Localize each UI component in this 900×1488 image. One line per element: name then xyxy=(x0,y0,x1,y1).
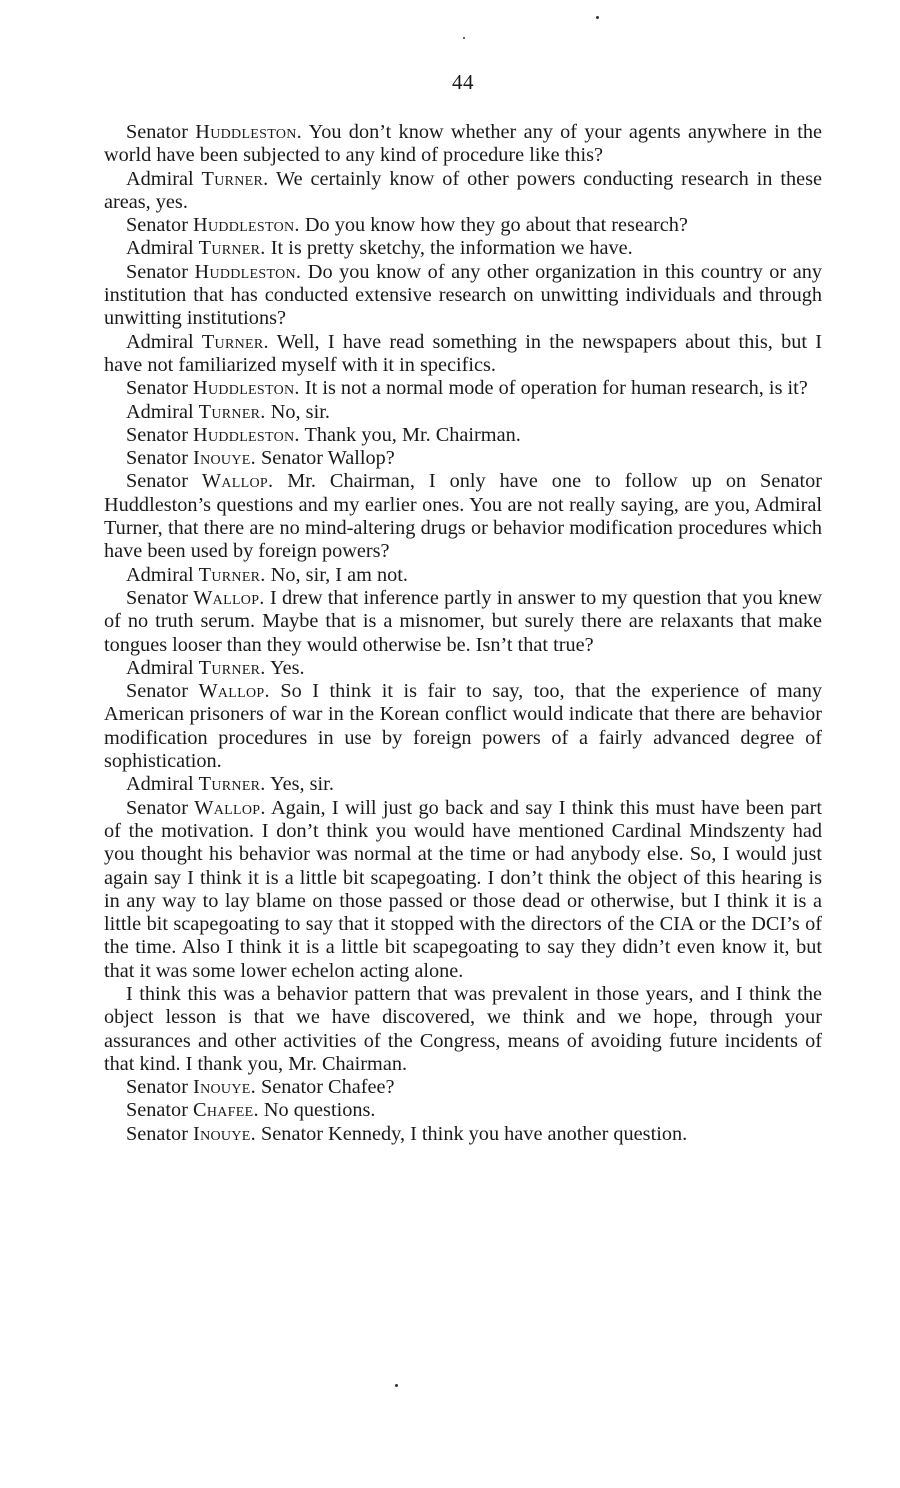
paragraph xyxy=(104,121,822,168)
speaker-title: Admiral xyxy=(126,400,194,423)
speaker-title: Admiral xyxy=(126,773,194,796)
paragraph xyxy=(104,564,822,587)
paragraph xyxy=(104,331,822,378)
ink-speck-top-2 xyxy=(463,37,465,39)
speaker-name: Wallop. xyxy=(198,680,270,703)
paragraph-text: You don’t know whether any of your agents anywhere in the world have been subjected to any kind of procedure like this? xyxy=(104,121,822,167)
speaker-name: Huddleston. xyxy=(194,260,302,283)
paragraph-text: Do you know of any other organization in this country or any institution that has conducted extensive research on unwitting individuals and through unwitting institutions? xyxy=(104,260,822,330)
paragraph xyxy=(104,401,822,424)
paragraph-text: Again, I will just go back and say I think this must have been part of the motivation. I don’t think you would have mentioned Cardinal Mindszenty had you thought his behavior was normal at the time or had anybody else. So, I would just again say I think it is a little bit scapegoating. I don’t think the object of this hearing is in any way to lay blame on those passed or those dead or otherwise, but I think it is a little bit scapegoating to say that it stopped with the directors of the CIA or the DCI’s of the time. Also I think it is a little bit scapegoating to say they didn’t even know it, but that it was some lower echelon acting alone. xyxy=(104,796,822,982)
paragraph xyxy=(104,168,822,215)
speaker-name: Wallop. xyxy=(201,470,274,493)
paragraph-text: We certainly know of other powers conducting research in these areas, yes. xyxy=(104,167,822,213)
paragraph-text: So I think it is fair to say, too, that the experience of many American prisoners of war in the Korean conflict would indicate that there are behavior modification procedures in use by foreign powers of a fairly advanced degree of sophistication. xyxy=(104,680,822,773)
speaker-title: Senator xyxy=(126,1099,188,1122)
speaker-title: Admiral xyxy=(126,167,194,190)
hearing-transcript xyxy=(104,121,822,1146)
speaker-title: Admiral xyxy=(126,656,194,679)
document-page xyxy=(104,70,822,1146)
speaker-name: Inouye. xyxy=(193,1076,256,1099)
speaker-title: Admiral xyxy=(126,563,194,586)
paragraph-text: No, sir. xyxy=(265,400,330,423)
paragraph xyxy=(104,447,822,470)
paragraph xyxy=(104,680,822,773)
paragraph-text: Senator Kennedy, I think you have another question. xyxy=(255,1122,688,1145)
page-number: 44 xyxy=(452,70,474,94)
paragraph xyxy=(104,261,822,331)
speaker-title: Senator xyxy=(126,377,188,400)
paragraph xyxy=(104,657,822,680)
speaker-name: Huddleston. xyxy=(193,377,300,400)
paragraph xyxy=(104,1123,822,1146)
paragraph-text: I think this was a behavior pattern that was prevalent in those years, and I think the object lesson is that we have discovered, we think and we hope, through your assurances and other activities of the Congress, means of avoiding future incidents of that kind. I thank you, Mr. Chairman. xyxy=(104,982,822,1075)
speaker-name: Inouye. xyxy=(193,1122,256,1145)
paragraph-text: Yes, sir. xyxy=(265,773,334,796)
speaker-name: Wallop. xyxy=(193,586,265,609)
speaker-name: Chafee. xyxy=(193,1099,259,1122)
speaker-title: Senator xyxy=(126,586,188,609)
paragraph xyxy=(104,237,822,260)
speaker-title: Admiral xyxy=(126,237,194,260)
paragraph-text: Thank you, Mr. Chairman. xyxy=(299,423,521,446)
paragraph xyxy=(104,424,822,447)
speaker-title: Senator xyxy=(126,214,188,237)
paragraph-text: It is pretty sketchy, the information we have. xyxy=(265,237,633,260)
paragraph xyxy=(104,1099,822,1122)
paragraph xyxy=(104,773,822,796)
paragraph-text: Senator Chafee? xyxy=(255,1076,395,1099)
speaker-title: Senator xyxy=(126,447,188,470)
speaker-name: Wallop. xyxy=(194,796,266,819)
speaker-title: Senator xyxy=(126,1076,188,1099)
speaker-name: Huddleston. xyxy=(195,121,303,143)
paragraph xyxy=(104,377,822,400)
ink-speck-top xyxy=(596,16,599,19)
speaker-title: Senator xyxy=(126,470,188,493)
paragraph-text: I drew that inference partly in answer to my question that you knew of no truth serum. Maybe that is a misnomer, but surely there are relaxants that make tongues looser than they would otherwise be. Isn’t that true? xyxy=(104,586,822,656)
speaker-name: Huddleston. xyxy=(193,214,300,237)
speaker-title: Senator xyxy=(126,680,188,703)
paragraph xyxy=(104,983,822,1076)
speaker-name: Turner. xyxy=(198,773,266,796)
speaker-name: Turner. xyxy=(201,167,269,190)
paragraph-text: Well, I have read something in the newspapers about this, but I have not familiarized myself with it in specifics. xyxy=(104,330,822,376)
speaker-name: Turner. xyxy=(198,656,266,679)
paragraph-text: No questions. xyxy=(258,1099,376,1122)
speaker-name: Huddleston. xyxy=(193,423,300,446)
paragraph xyxy=(104,797,822,983)
ink-speck-bottom xyxy=(395,1384,398,1387)
speaker-title: Senator xyxy=(126,121,188,143)
speaker-name: Turner. xyxy=(201,330,269,353)
paragraph xyxy=(104,1076,822,1099)
paragraph-text: Yes. xyxy=(265,656,305,679)
paragraph-text: It is not a normal mode of operation for human research, is it? xyxy=(299,377,808,400)
paragraph-text: No, sir, I am not. xyxy=(265,563,408,586)
paragraph-text: Do you know how they go about that research? xyxy=(299,214,688,237)
paragraph xyxy=(104,214,822,237)
paragraph-text: Mr. Chairman, I only have one to follow up on Senator Huddleston’s questions and my earlier ones. You are not really saying, are you, Admiral Turner, that there are no mind-altering drugs or behavior modification procedures which have been used by foreign powers? xyxy=(104,470,822,563)
speaker-name: Inouye. xyxy=(193,447,256,470)
speaker-title: Senator xyxy=(126,260,188,283)
speaker-title: Senator xyxy=(126,796,188,819)
paragraph xyxy=(104,470,822,563)
speaker-title: Senator xyxy=(126,1122,188,1145)
speaker-title: Admiral xyxy=(126,330,194,353)
paragraph xyxy=(104,587,822,657)
speaker-name: Turner. xyxy=(198,400,266,423)
paragraph-text: Senator Wallop? xyxy=(255,447,395,470)
speaker-title: Senator xyxy=(126,423,188,446)
speaker-name: Turner. xyxy=(198,563,266,586)
speaker-name: Turner. xyxy=(198,237,266,260)
